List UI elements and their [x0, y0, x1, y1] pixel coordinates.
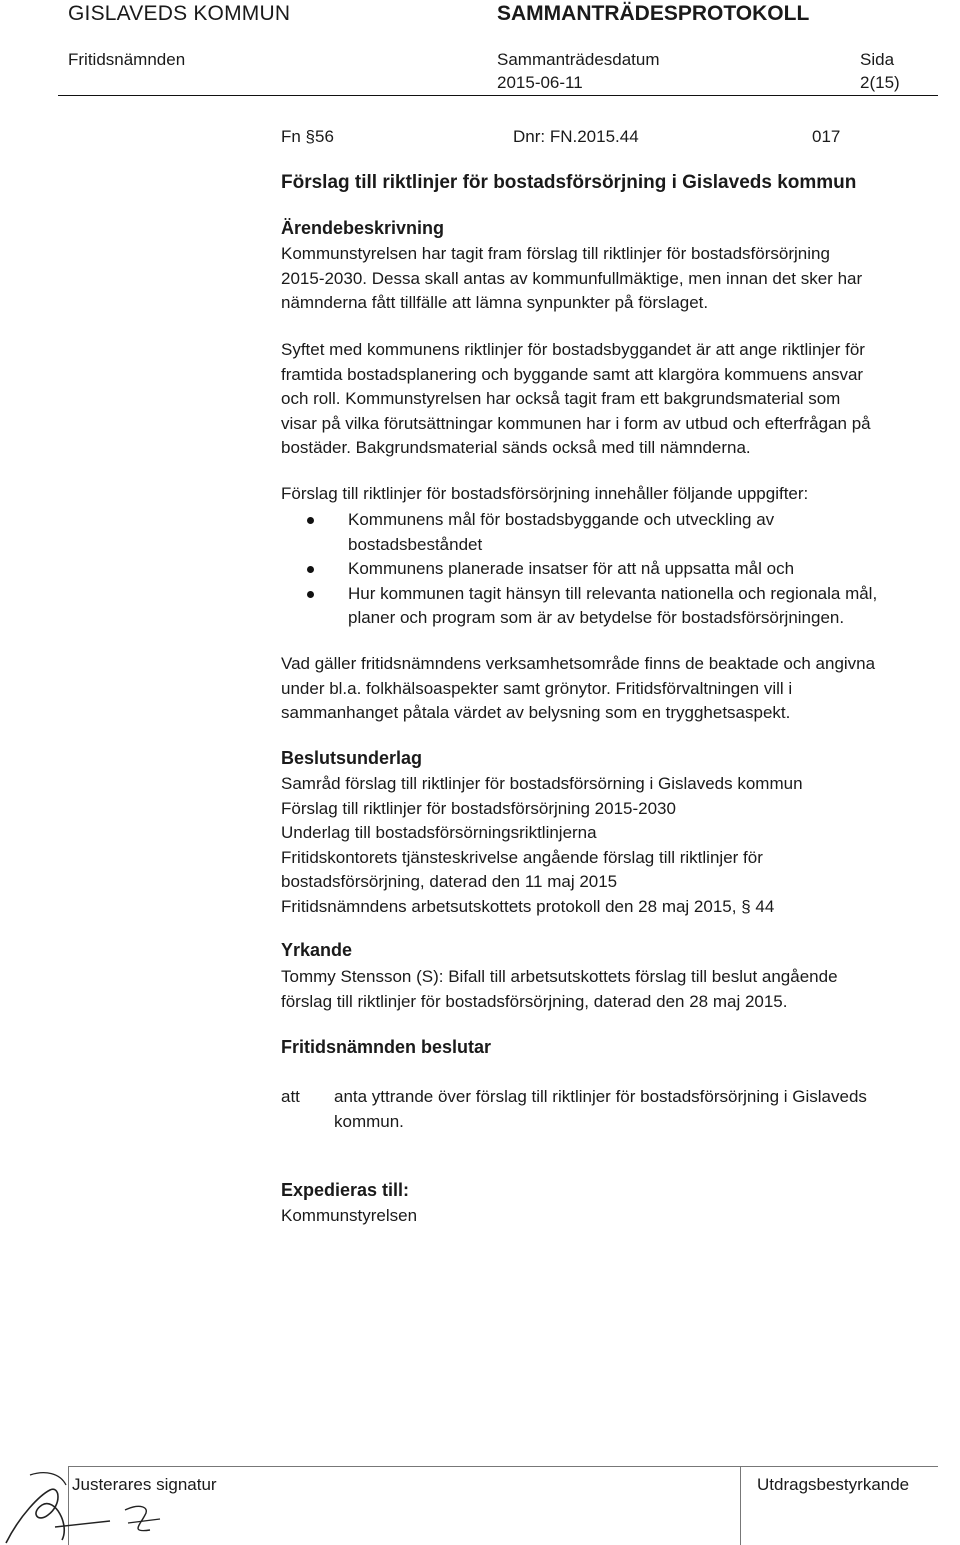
text-line: Kommunens planerade insatser för att nå uppsatta mål och: [348, 559, 795, 578]
text-line: förslag till riktlinjer för bostadsförsörjning, daterad den 28 maj 2015.: [281, 991, 788, 1011]
text-line: under bl.a. folkhälsoaspekter samt grönytor. Fritidsförvaltningen vill i: [281, 678, 793, 698]
list-item: [300, 508, 877, 557]
decision-text: [334, 1085, 867, 1134]
text-line: Syftet med kommunens riktlinjer för bostadsbyggandet är att ange riktlinjer för: [281, 340, 865, 359]
section-heading-beslut: Fritidsnämnden beslutar: [281, 1037, 492, 1057]
task-list: [300, 508, 877, 631]
footer-box-separator: [740, 1466, 741, 1545]
text-line: Kommunstyrelsen har tagit fram förslag till riktlinjer för bostadsförsörjning: [281, 244, 830, 263]
text-line: Tommy Stensson (S): Bifall till arbetsutskottets förslag till beslut angående: [281, 967, 838, 986]
section-heading-yrkande: Yrkande: [281, 940, 353, 960]
list-item: [300, 582, 877, 631]
list-item: [300, 557, 877, 582]
page-label: Sida: [860, 50, 895, 69]
text-line: och roll. Kommunstyrelsen har också tagit fram ett bakgrundsmaterial som: [281, 389, 841, 408]
text-line: sammanhanget påtala värdet av belysning som en trygghetsaspekt.: [281, 703, 791, 722]
handwritten-signature: [0, 1455, 240, 1545]
text-line: bostadsförsörjning, daterad den 11 maj 2015: [281, 872, 618, 891]
text-line: Hur kommunen tagit hänsyn till relevanta nationella och regionala mål,: [348, 583, 878, 603]
committee-name: Fritidsnämnden: [68, 50, 186, 69]
arende-paragraph-4: [281, 652, 875, 726]
section-heading-expedieras: Expedieras till:: [281, 1180, 410, 1200]
text-line: kommun.: [334, 1111, 404, 1131]
text-line: Fritidskontorets tjänsteskrivelse angående förslag till riktlinjer för: [281, 847, 763, 867]
text-line: bostäder. Bakgrundsmaterial sänds också med till nämnderna.: [281, 438, 751, 457]
page-number: 2(15): [860, 73, 900, 92]
header-divider: [58, 95, 938, 96]
recipient: Kommunstyrelsen: [281, 1206, 418, 1225]
text-line: bostadsbeståndet: [348, 534, 483, 554]
text-line: Samråd förslag till riktlinjer för bostadsförsörning i Gislaveds kommun: [281, 774, 803, 793]
text-line: Kommunens mål för bostadsbyggande och utveckling av: [348, 510, 775, 529]
text-line: 2015-2030. Dessa skall antas av kommunfullmäktige, men innan det sker har: [281, 268, 863, 288]
text-line: nämnderna fått tillfälle att lämna synpunkter på förslaget.: [281, 293, 709, 312]
beslutsunderlag-list: [281, 772, 803, 919]
text-line: anta yttrande över förslag till riktlinjer för bostadsförsörjning i Gislaveds: [334, 1087, 867, 1106]
document-type: SAMMANTRÄDESPROTOKOLL: [497, 2, 810, 25]
meeting-date: 2015-06-11: [497, 73, 583, 92]
paragraph-number: Fn §56: [281, 127, 334, 146]
bullet-icon: [307, 517, 314, 524]
decision-att-label: att: [281, 1087, 300, 1106]
bullet-icon: [307, 566, 314, 573]
signature-label: Justerares signatur: [72, 1475, 217, 1494]
text-line: Underlag till bostadsförsörningsriktlinjerna: [281, 823, 597, 842]
bullet-icon: [307, 591, 314, 598]
section-heading-arende: Ärendebeskrivning: [281, 218, 445, 238]
section-heading-beslutsunderlag: Beslutsunderlag: [281, 748, 423, 768]
matter-title: Förslag till riktlinjer för bostadsförsörjning i Gislaveds kommun: [281, 172, 857, 193]
arende-paragraph-3: Förslag till riktlinjer för bostadsförsörjning innehåller följande uppgifter:: [281, 484, 809, 503]
text-line: framtida bostadsplanering och byggande samt att klargöra kommuens ansvar: [281, 364, 864, 384]
yrkande-text: [281, 965, 838, 1014]
arende-paragraph-1: [281, 242, 862, 316]
municipality-name: GISLAVEDS KOMMUN: [68, 2, 291, 25]
certification-label: Utdragsbestyrkande: [757, 1475, 910, 1494]
diary-number: Dnr: FN.2015.44: [513, 127, 639, 146]
archive-code: 017: [812, 127, 841, 146]
arende-paragraph-2: [281, 338, 871, 461]
text-line: planer och program som är av betydelse för bostadsförsörjningen.: [348, 608, 845, 627]
date-label: Sammanträdesdatum: [497, 50, 660, 69]
text-line: visar på vilka förutsättningar kommunen har i form av utbud och efterfrågan på: [281, 413, 871, 433]
text-line: Förslag till riktlinjer för bostadsförsörjning 2015-2030: [281, 798, 676, 818]
text-line: Fritidsnämndens arbetsutskottets protokoll den 28 maj 2015, § 44: [281, 896, 775, 916]
text-line: Vad gäller fritidsnämndens verksamhetsområde finns de beaktade och angivna: [281, 654, 876, 673]
